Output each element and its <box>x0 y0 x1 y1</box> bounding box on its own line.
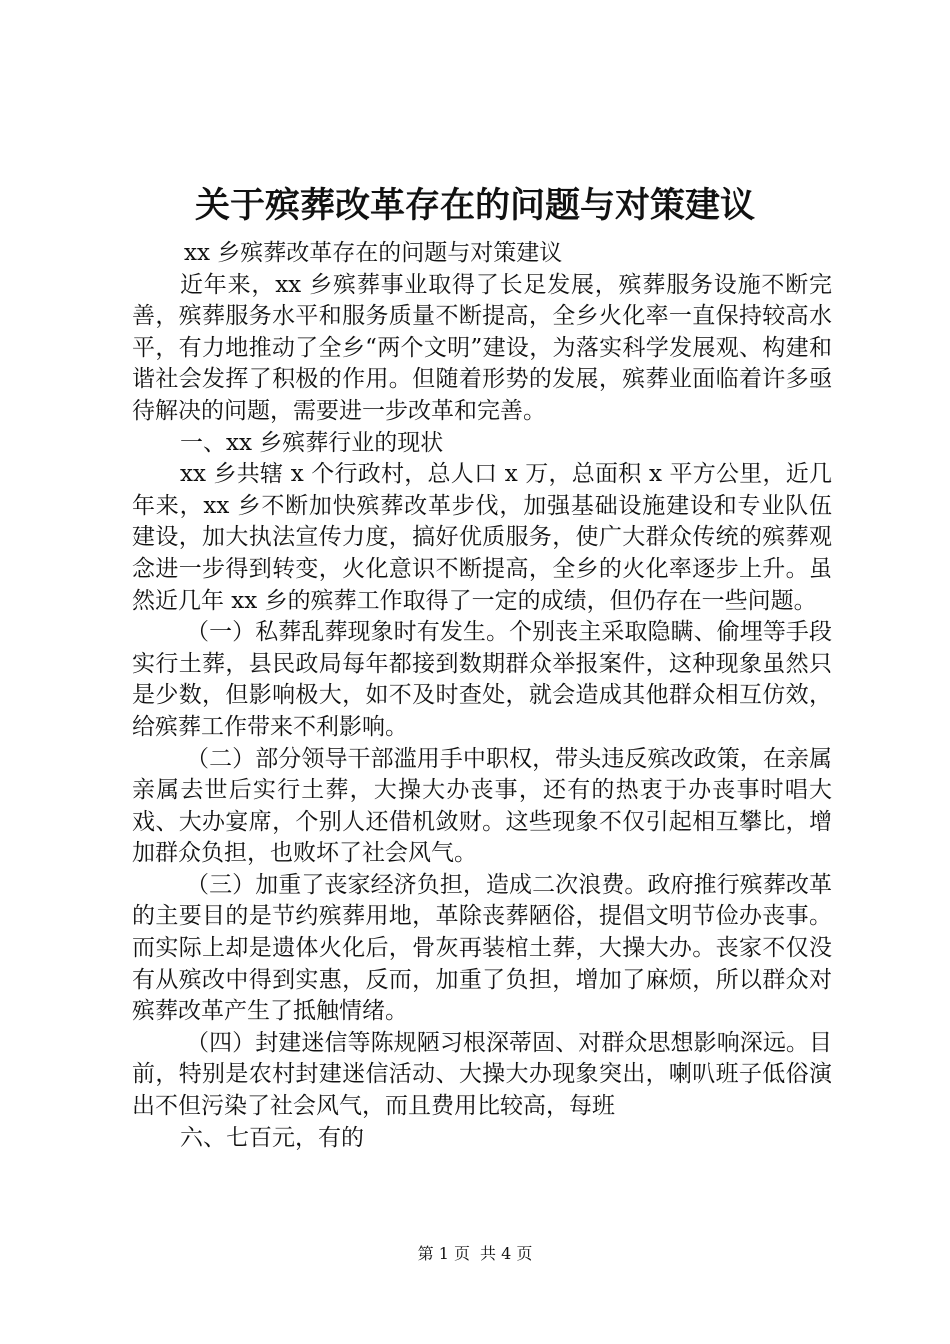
page-number: 第 1 页 <box>417 1244 470 1263</box>
document-title: 关于殡葬改革存在的问题与对策建议 <box>194 185 755 226</box>
issue-paragraph-4: （四）封建迷信等陈规陋习根深蒂固、对群众思想影响深远。目前，特别是农村封建迷信活动、大操大办现象突出，喇叭班子低俗演出不但污染了社会风气，而且费用比较高，每班 <box>132 1029 832 1120</box>
page-total: 共 4 页 <box>480 1244 533 1263</box>
status-paragraph: xx 乡共辖 x 个行政村，总人口 x 万，总面积 x 平方公里，近几年来，xx 乡不断加快殡葬改革步伐，加强基础设施建设和专业队伍建设，加大执法宣传力度，搞好优质服务，使广大群众传统的殡葬观念进一步得到转变，火化意识不断提高，全乡的火化率逐步上升。虽然近几年 xx 乡的殡葬工作取得了一定的成绩，但仍存在一些问题。 <box>132 461 832 614</box>
continuation-paragraph: 六、七百元，有的 <box>180 1124 364 1151</box>
issue-paragraph-1: （一）私葬乱葬现象时有发生。个别丧主采取隐瞒、偷埋等手段实行土葬，县民政局每年都接到数期群众举报案件，这种现象虽然只是少数，但影响极大，如不及时查处，就会造成其他群众相互仿效，给殡葬工作带来不利影响。 <box>132 619 832 740</box>
intro-paragraph: 近年来，xx 乡殡葬事业取得了长足发展，殡葬服务设施不断完善，殡葬服务水平和服务质量不断提高，全乡火化率一直保持较高水平，有力地推动了全乡“两个文明”建设，为落实科学发展观、构建和谐社会发挥了积极的作用。但随着形势的发展，殡葬业面临着许多亟待解决的问题，需要进一步改革和完善。 <box>132 271 832 424</box>
issue-paragraph-3: （三）加重了丧家经济负担，造成二次浪费。政府推行殡葬改革的主要目的是节约殡葬用地，革除丧葬陋俗，提倡文明节俭办丧事。而实际上却是遗体火化后，骨灰再装棺土葬，大操大办。丧家不仅没有从殡改中得到实惠，反而，加重了负担，增加了麻烦，所以群众对殡葬改革产生了抵触情绪。 <box>132 871 832 1025</box>
document-body <box>132 238 832 1154</box>
subtitle-paragraph: xx 乡殡葬改革存在的问题与对策建议 <box>184 240 563 266</box>
section-heading: 一、xx 乡殡葬行业的现状 <box>180 429 444 456</box>
issue-paragraph-2: （二）部分领导干部滥用手中职权，带头违反殡改政策，在亲属亲属去世后实行土葬，大操大办丧事，还有的热衷于办丧事时唱大戏、大办宴席，个别人还借机敛财。这些现象不仅引起相互攀比，增加群众负担，也败坏了社会风气。 <box>132 745 832 867</box>
page-footer <box>0 1243 950 1265</box>
